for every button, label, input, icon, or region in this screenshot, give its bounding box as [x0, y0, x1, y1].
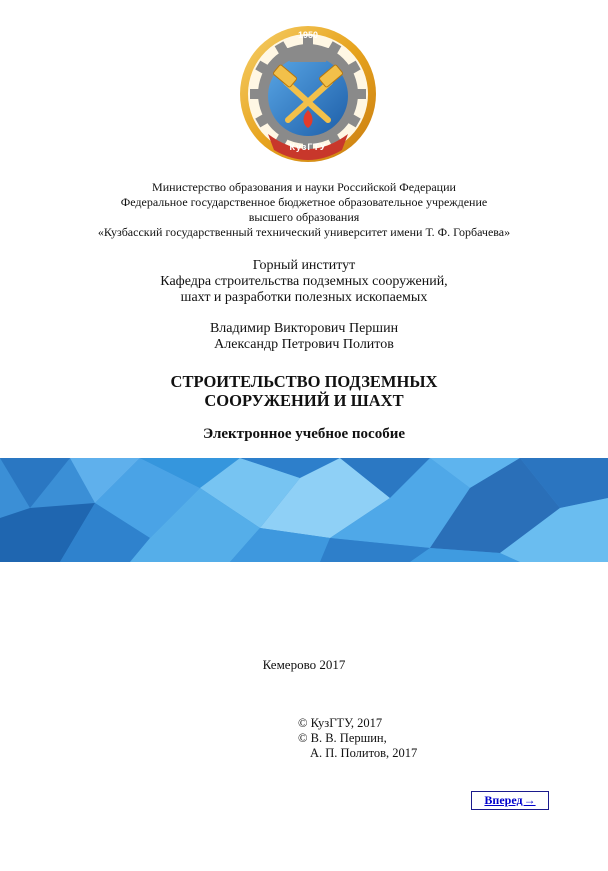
logo-year: 1950 [297, 30, 319, 40]
logo-abbreviation: КузГТУ [289, 142, 327, 152]
copyright-line: © В. В. Першин, [298, 731, 387, 745]
copyright-line: А. П. Политов, 2017 [310, 746, 418, 760]
forward-button[interactable] [471, 791, 549, 810]
department-line-1: Кафедра строительства подземных сооружений, [160, 274, 448, 289]
university-name-line: «Кузбасский государственный технический университет имени Т. Ф. Горбачева» [97, 225, 511, 239]
book-title-line-1: СТРОИТЕЛЬСТВО ПОДЗЕМНЫХ [170, 372, 438, 391]
institute-name: Горный институт [252, 258, 356, 273]
ministry-line: Министерство образования и науки Российской Федерации [152, 180, 456, 194]
book-title-line-2: СООРУЖЕНИЙ И ШАХТ [204, 391, 404, 410]
author-name: Владимир Викторович Першин [209, 321, 399, 336]
authors-block [0, 321, 608, 353]
education-level-line: высшего образования [248, 210, 360, 224]
forward-button-label: Вперед [484, 793, 523, 807]
copyright-line: © КузГТУ, 2017 [298, 716, 383, 730]
institution-type-line: Федеральное государственное бюджетное образовательное учреждение [120, 195, 488, 209]
decorative-polygon-banner [0, 458, 608, 562]
copyright-block [298, 716, 417, 761]
book-title [0, 372, 608, 410]
institute-block [0, 258, 608, 306]
department-line-2: шахт и разработки полезных ископаемых [180, 290, 428, 305]
author-name: Александр Петрович Политов [214, 337, 394, 352]
arrow-right-icon: → [523, 793, 536, 807]
organization-block [0, 180, 608, 240]
book-subtitle: Электронное учебное пособие [202, 426, 406, 442]
city-year: Кемерово 2017 [262, 657, 346, 672]
